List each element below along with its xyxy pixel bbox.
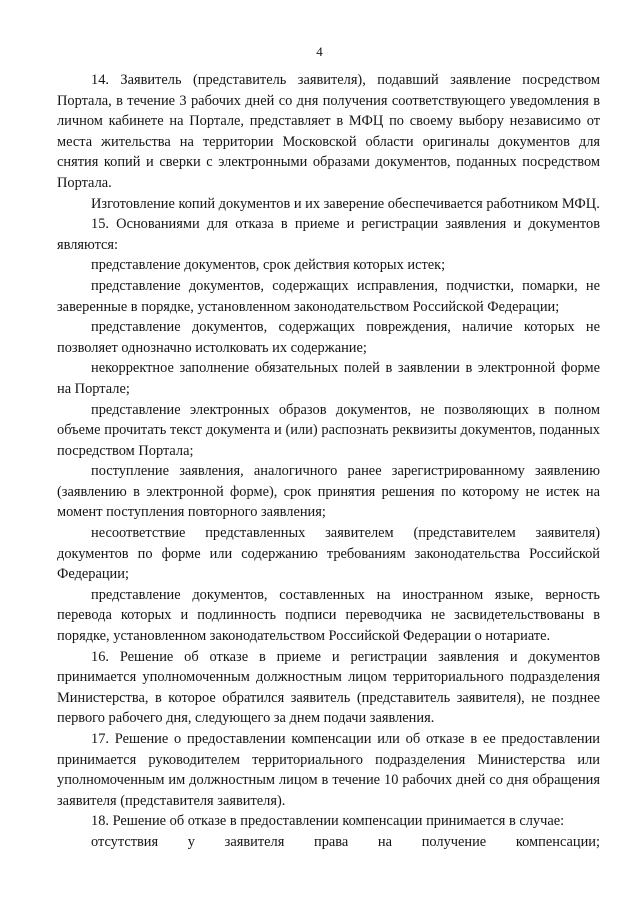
paragraph-copies: Изготовление копий документов и их заверение обеспечивается работником МФЦ. [91,195,600,212]
list-item-incorrect-fields: некорректное заполнение обязательных полей в заявлении в электронной форме на Портале; [57,360,600,397]
paragraph-16: 16. Решение об отказе в приеме и регистрации заявления и документов принимается уполномоченным должностным лицом территориального подразделения Министерства, в которое обратился заявитель (представитель заявителя), не позднее первого рабочего дня, следующего за днем подачи заявления. [57,648,600,727]
paragraph-15: 15. Основаниями для отказа в приеме и регистрации заявления и документов являются: [57,216,600,253]
list-item-corrections: представление документов, содержащих исправления, подчистки, помарки, не заверенные в порядке, установленном законодательством Российской Федерации; [57,277,600,315]
list-item-foreign-language: представление документов, составленных на иностранном языке, верность перевода которых и подлинность подписи переводчика не засвидетельствованы в порядке, установленном законодательством Российской Федерации о нотариате. [57,586,600,645]
paragraph-14: 14. Заявитель (представитель заявителя), подавший заявление посредством Портала, в течение 3 рабочих дней со дня получения соответствующего уведомления в личном кабинете на Портале, представляет в МФЦ по своему выбору независимо от места жительства на территории Московской области оригиналы документов для снятия копий и сверки с электронными образами документов, поданных посредством Портала. [57,72,600,191]
list-item-expired: представление документов, срок действия которых истек; [91,257,446,274]
document-body [57,70,600,853]
page-number: 4 [316,44,323,59]
list-item-duplicate: поступление заявления, аналогичного ранее зарегистрированному заявлению (заявлению в электронной форме), срок принятия решения по которому не истек на момент поступления повторного заявления; [57,463,600,521]
paragraph-18: 18. Решение об отказе в предоставлении компенсации принимается в случае: [91,813,565,830]
list-item-damage: представление документов, содержащих повреждения, наличие которых не позволяет однозначно истолковать их содержание; [57,319,600,356]
list-item-unreadable-images: представление электронных образов документов, не позволяющих в полном объеме прочитать текст документа и (или) распознать реквизиты документов, поданных посредством Портала; [57,401,600,459]
list-item-nonconformity: несоответствие представленных заявителем (представителем заявителя) документов по форме или содержанию требованиям законодательства Российской Федерации; [57,525,600,583]
paragraph-17: 17. Решение о предоставлении компенсации или об отказе в ее предоставлении принимается руководителем территориального подразделения Министерства или уполномоченным им должностным лицом в течение 10 рабочих дней со дня обращения заявителя (представителя заявителя). [57,731,600,809]
list-item-no-right: отсутствия у заявителя права на получение компенсации; [91,833,600,850]
